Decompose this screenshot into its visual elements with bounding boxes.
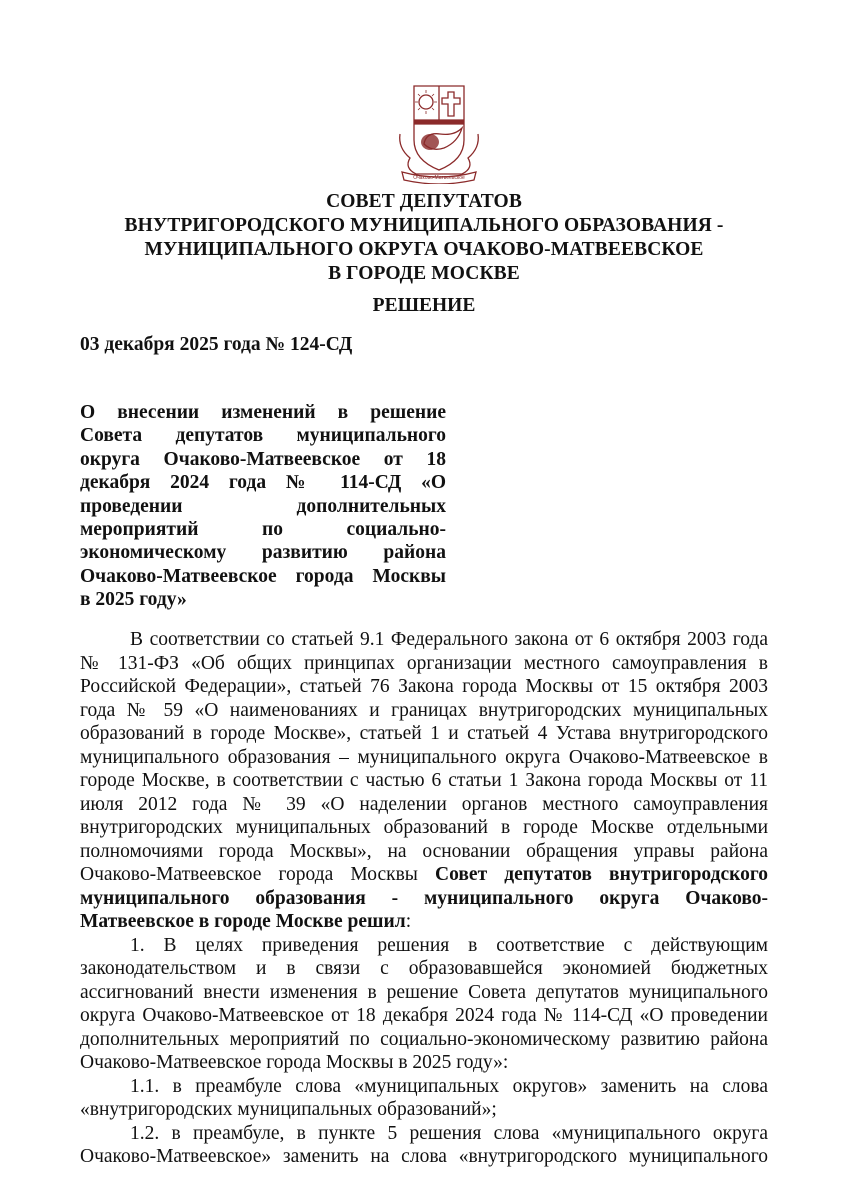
text-line: «внутригородских муниципальных образований»; xyxy=(80,1099,497,1120)
coat-of-arms-icon xyxy=(396,82,482,184)
preamble-paragraph xyxy=(80,628,768,934)
decision-body xyxy=(80,628,768,1169)
text-line: В соответствии со статьей 9.1 Федерального закона от 6 октября 2003 года xyxy=(130,629,768,650)
text-line: законодательством и в связи с образовавшейся экономией бюджетных xyxy=(80,958,768,979)
text-line xyxy=(80,910,768,934)
text-line: округа Очаково-Матвеевское от 18 декабря 2024 года № 114-СД «О проведении xyxy=(80,1005,768,1026)
text-line: ассигнований внести изменения в решение Совета депутатов муниципального xyxy=(80,981,768,1003)
subject-line: в 2025 году» xyxy=(80,589,187,611)
subject-line: округа Очаково-Матвеевское от 18 xyxy=(80,448,446,470)
text-line: городе Москве, в соответствии с частью 6 статьи 1 Закона города Москвы от 11 xyxy=(80,770,768,791)
header-line: СОВЕТ ДЕПУТАТОВ xyxy=(326,191,522,212)
text-line xyxy=(80,863,768,887)
text-line: полномочиями города Москвы», на основании обращения управы района xyxy=(80,840,768,862)
text-line: внутригородских муниципальных образований в городе Москве отдельными xyxy=(80,817,768,838)
subject-line: экономическому развитию района xyxy=(80,542,446,564)
text-bold: Совет депутатов внутригородского xyxy=(435,864,768,885)
header-line: В ГОРОДЕ МОСКВЕ xyxy=(328,263,520,284)
text-plain: Очаково-Матвеевское города Москвы xyxy=(80,864,436,885)
text-line: образований в городе Москве», статьей 1 и статьей 4 Устава внутригородского xyxy=(80,723,768,744)
text-plain: : xyxy=(405,911,412,932)
subject-line: декабря 2024 года № 114-СД «О xyxy=(80,472,446,494)
header-line: МУНИЦИПАЛЬНОГО ОКРУГА ОЧАКОВО-МАТВЕЕВСКОЕ xyxy=(144,239,704,260)
document-type: РЕШЕНИЕ xyxy=(372,295,476,316)
text-line: июля 2012 года № 39 «О наделении органов местного самоуправления xyxy=(80,793,768,815)
decision-subject xyxy=(80,401,446,612)
text-line: 1.2. в преамбуле, в пункте 5 решения слова «муниципального округа xyxy=(130,1122,768,1144)
text-line: 1.1. в преамбуле слова «муниципальных округов» заменить на слова xyxy=(130,1075,768,1097)
text-line: года № 59 «О наименованиях и границах внутригородских муниципальных xyxy=(80,699,768,721)
subject-line: Очаково-Матвеевское города Москвы xyxy=(80,565,446,587)
subject-line: проведении дополнительных xyxy=(80,495,446,517)
text-line xyxy=(80,887,768,911)
text-line: № 131-ФЗ «Об общих принципах организации местного самоуправления в xyxy=(80,652,768,674)
text-line: 1. В целях приведения решения в соответствие с действующим xyxy=(130,934,768,956)
subject-line: Совета депутатов муниципального xyxy=(80,425,446,447)
text-line: Российской Федерации», статьей 76 Закона города Москвы от 15 октября 2003 xyxy=(80,676,768,697)
text-line: Очаково-Матвеевское» заменить на слова «внутригородского муниципального xyxy=(80,1146,768,1167)
subject-line: О внесении изменений в решение xyxy=(80,402,446,423)
text-bold: муниципального образования - муниципального округа Очаково- xyxy=(80,887,768,909)
text-line: Очаково-Матвеевское города Москвы в 2025 году»: xyxy=(80,1052,509,1073)
text-line: муниципального образования – муниципального округа Очаково-Матвеевское в xyxy=(80,746,768,768)
emblem-caption: Очаково-Матвеевское xyxy=(413,175,465,181)
subject-line: мероприятий по социально- xyxy=(80,519,446,541)
date-number: 03 декабря 2025 года № 124-СД xyxy=(80,334,353,355)
item-1-1 xyxy=(80,1075,768,1122)
text-bold: Матвеевское в городе Москве решил xyxy=(80,911,406,932)
header-line: ВНУТРИГОРОДСКОГО МУНИЦИПАЛЬНОГО ОБРАЗОВАНИЯ - xyxy=(124,215,724,236)
council-header xyxy=(80,190,768,286)
text-line: дополнительных мероприятий по социально-экономическому развитию района xyxy=(80,1028,768,1050)
item-1-2 xyxy=(80,1122,768,1169)
item-1 xyxy=(80,934,768,1075)
